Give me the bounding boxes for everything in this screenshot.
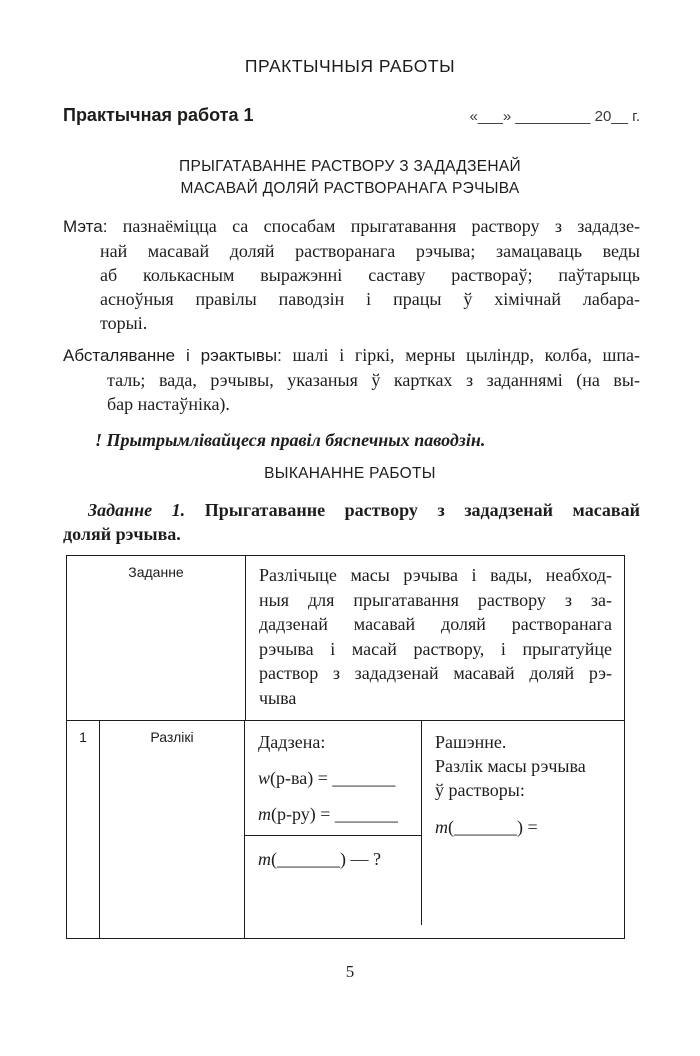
given-blank: (р-ру) = _______ — [271, 804, 398, 824]
goal-line: асноўныя правілы паводзін і працы ў хімічнай лабара- — [100, 289, 640, 309]
equipment-line — [63, 343, 641, 368]
find-item — [258, 847, 409, 871]
task1-line: доляй рэчыва. — [63, 524, 181, 544]
find-blank: (_______) — ? — [271, 849, 381, 869]
task-desc-line: раствор з зададзенай масавай доляй рэ- — [259, 663, 612, 683]
execution-heading: ВЫКАНАННЕ РАБОТЫ — [264, 465, 436, 482]
goal-line: най масавай доляй растворанага рэчыва; замацаваць веды — [100, 241, 640, 261]
book-page — [0, 56, 700, 1056]
task1-line — [63, 498, 640, 522]
equipment-label: Абсталяванне і рэактывы: — [63, 346, 282, 365]
table-row — [67, 721, 624, 938]
given-blank: (р-ва) = _______ — [270, 768, 396, 788]
goal-line — [63, 214, 641, 239]
task-desc-line: рэчыва і масай раствору, і прыгатуйце — [259, 638, 612, 659]
quantity-symbol: m — [258, 804, 271, 824]
chapter-heading: ПРАКТЫЧНЫЯ РАБОТЫ — [244, 56, 456, 76]
task-desc-line: Разлічыце масы рэчыва і вады, неабход- — [259, 565, 612, 585]
row-label-cell: Разлікі — [100, 721, 245, 938]
solution-blank: (_______) = — [448, 817, 538, 837]
task-table — [66, 555, 625, 939]
task-desc-line: чыва — [259, 687, 297, 708]
task1-label: Заданне 1. — [88, 500, 186, 520]
table-header-row — [67, 556, 624, 721]
task-desc-line: ныя для прыгатавання раствору з за- — [259, 589, 612, 610]
row-number-cell: 1 — [67, 721, 100, 938]
solution-line: Разлік масы рэчыва — [435, 756, 586, 776]
goal-label: Мэта: — [63, 217, 108, 236]
solution-line: Рашэнне. — [435, 732, 507, 752]
given-title: Дадзена: — [258, 732, 326, 752]
quantity-symbol: m — [435, 817, 448, 837]
date-blank: «___» _________ 20__ г. — [469, 108, 640, 125]
table-header-task-cell: Заданне — [67, 556, 246, 720]
equipment-paragraph — [63, 343, 640, 416]
task1-text: Прыгатаванне раствору з зададзенай масавай — [204, 500, 640, 520]
equipment-text: шалі і гіркі, мерны цыліндр, колба, шпа- — [292, 345, 641, 365]
goal-paragraph — [63, 214, 640, 335]
subject-title-line2: МАСАВАЙ ДОЛЯЙ РАСТВОРАНАГА РЭЧЫВА — [180, 180, 520, 197]
work-title: Практычная работа 1 — [63, 105, 254, 125]
work-title-row — [63, 105, 640, 126]
task1-paragraph — [63, 498, 640, 546]
quantity-symbol: w — [258, 768, 271, 788]
goal-text: пазнаёміцца са спосабам прыгатавання раствору з зададзе- — [122, 216, 641, 236]
goal-line: аб колькасным выражэнні саставу раствораў; паўтарыць — [100, 265, 640, 285]
subject-title — [0, 156, 700, 200]
task-desc-line: дадзенай масавай доляй растворанага — [259, 614, 612, 634]
given-find-divider — [245, 835, 421, 836]
page-number: 5 — [345, 962, 355, 981]
goal-line: торыі. — [100, 313, 148, 333]
equipment-line: таль; вада, рэчывы, указаныя ў картках з заданнямі (на вы- — [107, 370, 640, 390]
solution-cell — [421, 721, 624, 938]
table-task-description-cell — [246, 556, 624, 720]
equipment-line: бар настаўніка). — [107, 394, 230, 414]
solution-formula — [435, 815, 614, 839]
solution-line: ў растворы: — [435, 780, 525, 800]
safety-note: ! Прытрымлівайцеся правіл бяспечных паводзін. — [95, 430, 486, 450]
given-cell — [245, 721, 421, 938]
quantity-symbol: m — [258, 849, 271, 869]
subject-title-line1: ПРЫГАТАВАННЕ РАСТВОРУ З ЗАДАДЗЕНАЙ — [179, 158, 521, 175]
given-item — [258, 766, 409, 790]
given-item — [258, 802, 409, 826]
